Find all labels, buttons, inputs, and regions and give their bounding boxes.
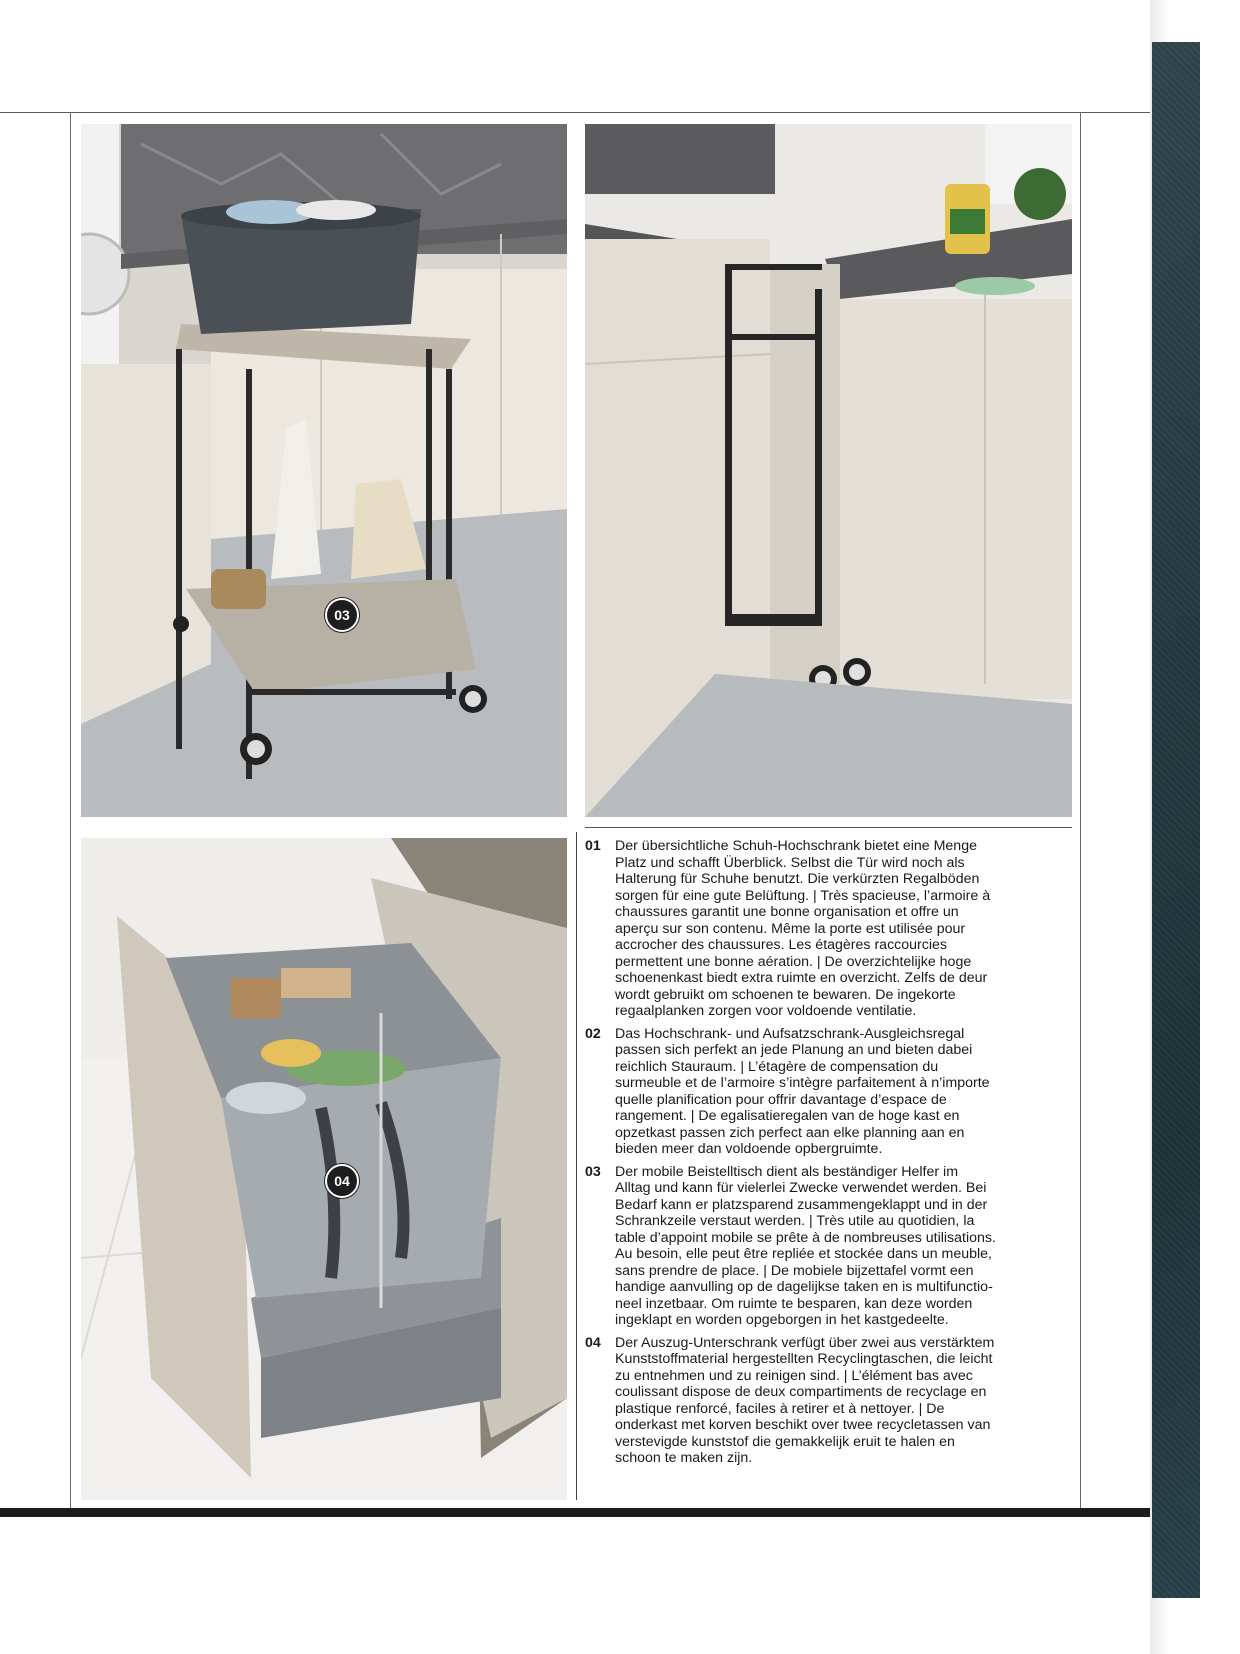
caption-divider [576, 832, 577, 1500]
caption-item [585, 838, 1075, 1020]
caption-number: 04 [585, 1334, 601, 1351]
caption-top-rule [585, 827, 1072, 828]
caption-item [585, 1026, 1075, 1158]
photo-recycling-pullout [81, 838, 567, 1500]
caption-item [585, 1164, 1075, 1329]
photo-mobile-side-table [81, 124, 567, 817]
bottom-rule [0, 1508, 1150, 1517]
caption-text: Der übersichtliche Schuh-Hochschrank bietet eine Menge Platz und schafft Überblick. Selbst die Tür wird noch als Halterung für Schuhe benutzt. Die verkürzten Regalböden sorgen für eine gute Belüftung. | Très spacieuse, l’armoire à chaussures garantit une bonne organisation et offre un aperçu sur son contenu. Même la porte est utilisée pour accrocher des chaussures. Les étagères raccourcies permettent une bonne aération. | De overzichtelijke hoge schoenenkast biedt extra ruimte en overzicht. Zelfs de deur wordt gebruikt om schoenen te bewaren. De ingekorte regaalplanken zorgen voor voldoende ventilatie. [615, 838, 991, 1019]
photo-badge-03: 03 [325, 598, 359, 632]
photo-badge-04: 04 [325, 1164, 359, 1198]
caption-list [585, 838, 1075, 1473]
top-rule [0, 112, 1150, 113]
binding-spine [1152, 42, 1200, 1598]
caption-text: Der mobile Beistelltisch dient als beständiger Helfer im Alltag und kann für vielerlei Zwecke verwendet werden. Bei Bedarf kann er platzsparend zusammengeklappt und in der Schrankzeile verstaut werden. | Très utile au quotidien, la table d’appoint mobile se prête à de nombreuses utilisations. Au besoin, elle peut être repliée et stockée dans un meuble, sans prendre de place. | De mobiele bijzettafel vormt een handige aanvulling op de dagelijkse taken en is multifunctio- neel inzetbaar. Om ruimte te besparen, kan deze worden ingeklapt en worden opgeborgen in het kastgedeelte. [615, 1163, 996, 1328]
caption-number: 02 [585, 1025, 601, 1042]
caption-text: Der Auszug-Unterschrank verfügt über zwei aus verstärktem Kunststoffmaterial hergestellten Recyclingtaschen, die leicht zu entnehmen und zu reinigen sind. | L’élément bas avec coulissant dispose de deux compartiments de recyclage en plastique renforcé, faciles à retirer et à nettoyer. | De onderkast met korven beschikt over twee recycletassen van verstevigde kunststof die gemakkelijk eruit te halen en schoon te maken zijn. [615, 1334, 995, 1466]
left-column-rule [70, 112, 71, 1508]
caption-number: 01 [585, 838, 601, 854]
caption-item [585, 1335, 1075, 1467]
right-column-rule [1080, 112, 1081, 1508]
caption-text: Das Hochschrank- und Aufsatzschrank-Ausgleichsregal passen sich perfekt an jede Planung an und bieten dabei reichlich Stauraum. | L’étagère de compensation du surmeuble et de l’armoire s’intègre parfaitement à n’importe quelle planification pour offrir davantage d’espace de rangement. | De egalisatieregalen van de hoge kast en opzetkast passen zich perfect aan elke planning aan en bieden meer dan voldoende opbergruimte. [615, 1025, 990, 1157]
caption-number: 03 [585, 1163, 601, 1180]
photo-folded-side-table [585, 124, 1072, 817]
